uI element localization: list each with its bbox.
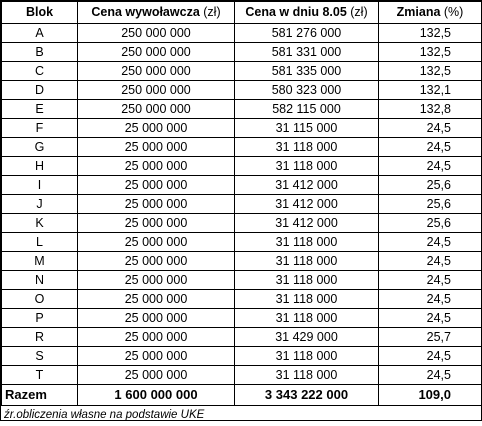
cell-starting-price: 25 000 000 (78, 157, 235, 176)
cell-starting-price: 25 000 000 (78, 366, 235, 385)
total-change: 109,0 (379, 385, 482, 406)
cell-price-on-date: 581 276 000 (235, 24, 379, 43)
cell-starting-price: 25 000 000 (78, 119, 235, 138)
cell-change: 132,5 (379, 62, 482, 81)
table-row (2, 138, 482, 157)
cell-blok: R (2, 328, 78, 347)
cell-starting-price: 250 000 000 (78, 100, 235, 119)
cell-starting-price: 25 000 000 (78, 309, 235, 328)
table-row (2, 290, 482, 309)
cell-blok: O (2, 290, 78, 309)
table-row (2, 252, 482, 271)
cell-blok: S (2, 347, 78, 366)
table-row (2, 100, 482, 119)
cell-change: 132,1 (379, 81, 482, 100)
cell-change: 132,5 (379, 24, 482, 43)
cell-blok: N (2, 271, 78, 290)
table-row (2, 347, 482, 366)
cell-blok: F (2, 119, 78, 138)
cell-change: 24,5 (379, 271, 482, 290)
cell-starting-price: 250 000 000 (78, 43, 235, 62)
cell-price-on-date: 31 429 000 (235, 328, 379, 347)
header-price-on-date (235, 2, 379, 24)
cell-change: 24,5 (379, 119, 482, 138)
cell-change: 24,5 (379, 347, 482, 366)
table-row (2, 309, 482, 328)
header-change (379, 2, 482, 24)
cell-blok: J (2, 195, 78, 214)
cell-starting-price: 25 000 000 (78, 290, 235, 309)
cell-blok: L (2, 233, 78, 252)
cell-starting-price: 25 000 000 (78, 233, 235, 252)
cell-change: 24,5 (379, 157, 482, 176)
cell-blok: C (2, 62, 78, 81)
cell-blok: E (2, 100, 78, 119)
cell-price-on-date: 31 118 000 (235, 138, 379, 157)
cell-price-on-date: 31 412 000 (235, 214, 379, 233)
cell-price-on-date: 31 118 000 (235, 271, 379, 290)
table-row (2, 119, 482, 138)
cell-change: 24,5 (379, 138, 482, 157)
cell-change: 24,5 (379, 309, 482, 328)
cell-starting-price: 25 000 000 (78, 328, 235, 347)
cell-price-on-date: 31 118 000 (235, 233, 379, 252)
cell-price-on-date: 581 335 000 (235, 62, 379, 81)
cell-starting-price: 25 000 000 (78, 176, 235, 195)
table-row (2, 366, 482, 385)
cell-starting-price: 25 000 000 (78, 347, 235, 366)
header-starting-price (78, 2, 235, 24)
cell-change: 132,8 (379, 100, 482, 119)
cell-price-on-date: 31 118 000 (235, 366, 379, 385)
table-row (2, 157, 482, 176)
total-row (2, 385, 482, 406)
cell-price-on-date: 580 323 000 (235, 81, 379, 100)
cell-change: 24,5 (379, 290, 482, 309)
cell-change: 25,7 (379, 328, 482, 347)
table-row (2, 195, 482, 214)
cell-price-on-date: 31 412 000 (235, 176, 379, 195)
cell-change: 25,6 (379, 195, 482, 214)
cell-blok: D (2, 81, 78, 100)
cell-starting-price: 250 000 000 (78, 62, 235, 81)
table-row (2, 62, 482, 81)
table-row (2, 176, 482, 195)
header-price-on-date-label: Cena w dniu 8.05 (245, 5, 347, 19)
header-blok-label: Blok (25, 5, 54, 19)
cell-blok: G (2, 138, 78, 157)
cell-price-on-date: 31 118 000 (235, 347, 379, 366)
header-change-unit: (%) (443, 5, 464, 19)
auction-price-table (1, 1, 482, 406)
cell-price-on-date: 31 115 000 (235, 119, 379, 138)
cell-blok: K (2, 214, 78, 233)
table-row (2, 233, 482, 252)
cell-change: 132,5 (379, 43, 482, 62)
cell-price-on-date: 31 118 000 (235, 157, 379, 176)
cell-blok: A (2, 24, 78, 43)
cell-change: 24,5 (379, 366, 482, 385)
cell-blok: T (2, 366, 78, 385)
table-row (2, 328, 482, 347)
header-price-on-date-unit: (zł) (350, 5, 368, 19)
cell-change: 24,5 (379, 233, 482, 252)
cell-change: 25,6 (379, 214, 482, 233)
cell-starting-price: 250 000 000 (78, 24, 235, 43)
cell-blok: M (2, 252, 78, 271)
cell-starting-price: 25 000 000 (78, 138, 235, 157)
cell-price-on-date: 31 118 000 (235, 290, 379, 309)
cell-price-on-date: 581 331 000 (235, 43, 379, 62)
table-body (2, 24, 482, 385)
cell-starting-price: 25 000 000 (78, 252, 235, 271)
cell-price-on-date: 31 118 000 (235, 252, 379, 271)
cell-blok: H (2, 157, 78, 176)
cell-blok: B (2, 43, 78, 62)
header-starting-price-label: Cena wywoławcza (91, 5, 200, 19)
table-row (2, 214, 482, 233)
cell-change: 25,6 (379, 176, 482, 195)
cell-blok: I (2, 176, 78, 195)
table-row (2, 271, 482, 290)
table-row (2, 81, 482, 100)
header-blok (2, 2, 78, 24)
cell-change: 24,5 (379, 252, 482, 271)
table-row (2, 43, 482, 62)
cell-starting-price: 250 000 000 (78, 81, 235, 100)
source-note: źr.obliczenia własne na podstawie UKE (4, 409, 205, 421)
cell-starting-price: 25 000 000 (78, 195, 235, 214)
total-label: Razem (2, 385, 78, 406)
table-header-row (2, 2, 482, 24)
cell-blok: P (2, 309, 78, 328)
cell-price-on-date: 31 118 000 (235, 309, 379, 328)
cell-price-on-date: 31 412 000 (235, 195, 379, 214)
cell-price-on-date: 582 115 000 (235, 100, 379, 119)
cell-starting-price: 25 000 000 (78, 271, 235, 290)
total-starting-price: 1 600 000 000 (78, 385, 235, 406)
total-price-on-date: 3 343 222 000 (235, 385, 379, 406)
header-change-label: Zmiana (396, 5, 441, 19)
cell-starting-price: 25 000 000 (78, 214, 235, 233)
table-row (2, 24, 482, 43)
header-starting-price-unit: (zł) (203, 5, 221, 19)
